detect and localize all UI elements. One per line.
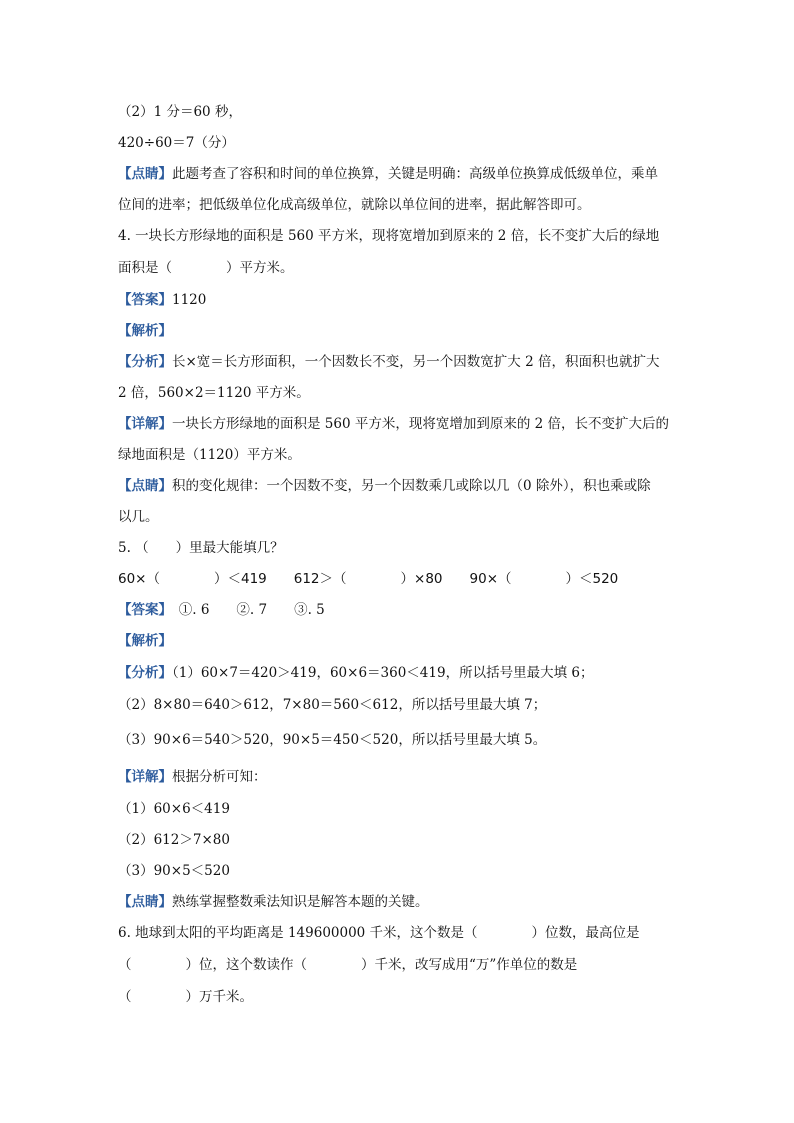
question-4-line: 4. 一块长方形绿地的面积是 560 平方米，现将宽增加到原来的 2 倍，长不变扩大后的绿地 (118, 228, 660, 244)
text-line: 2 倍，560×2＝1120 平方米。 (118, 385, 310, 401)
text-line: （1）60×6＜419 (118, 801, 230, 817)
text-line: 面积是（ ）平方米。 (118, 260, 294, 276)
text-line: （2）612＞7×80 (118, 832, 230, 848)
analysis-heading: 【解析】 (118, 633, 172, 649)
text-line: （ ）位，这个数读作（ ）千米，改写成用“万”作单位的数是 (118, 957, 578, 973)
question-6-line: 6. 地球到太阳的平均距离是 149600000 千米，这个数是（ ）位数，最高位是 (118, 925, 640, 941)
text-line: 以几。 (118, 509, 159, 525)
analysis-heading: 【解析】 (118, 323, 172, 339)
text-line: 420÷60＝7（分） (118, 135, 235, 151)
text-line: （2）1 分＝60 秒， (118, 104, 242, 120)
text-line: 【点睛】熟练掌握整数乘法知识是解答本题的关键。 (118, 894, 429, 910)
text-line: 【点睛】此题考查了容积和时间的单位换算，关键是明确：高级单位换算成低级单位，乘单 (118, 166, 658, 182)
text-line: 【点睛】积的变化规律：一个因数不变，另一个因数乘几或除以几（0 除外），积也乘或除 (118, 478, 651, 494)
text-line: 【详解】一块长方形绿地的面积是 560 平方米，现将宽增加到原来的 2 倍，长不变扩大后的 (118, 416, 670, 432)
text-line: （ ）万千米。 (118, 989, 253, 1005)
question-5-line: 5. （ ）里最大能填几？ (118, 540, 284, 556)
text-line: 【详解】根据分析可知： (118, 769, 267, 785)
text-line: （3）90×5＜520 (118, 863, 230, 879)
text-line: 【分析】长×宽＝长方形面积，一个因数长不变，另一个因数宽扩大 2 倍，积面积也就扩大 (118, 354, 660, 370)
text-line: （2）8×80＝640＞612，7×80＝560＜612，所以括号里最大填 7； (118, 697, 547, 713)
answer-line: 【答案】 ①. 6 ②. 7 ③. 5 (118, 602, 325, 618)
question-5-blanks: 60×（ ）＜419 612＞（ ）×80 90×（ ）＜520 (118, 571, 619, 587)
text-line: 【分析】（1）60×7＝420＞419，60×6＝360＜419，所以括号里最大填 6； (118, 665, 594, 681)
text-line: （3）90×6＝540＞520，90×5＝450＜520，所以括号里最大填 5。 (118, 732, 547, 748)
text-line: 位间的进率；把低级单位化成高级单位，就除以单位间的进率，据此解答即可。 (118, 197, 591, 213)
answer-line: 【答案】1120 (118, 292, 207, 308)
text-line: 绿地面积是（1120）平方米。 (118, 447, 301, 463)
